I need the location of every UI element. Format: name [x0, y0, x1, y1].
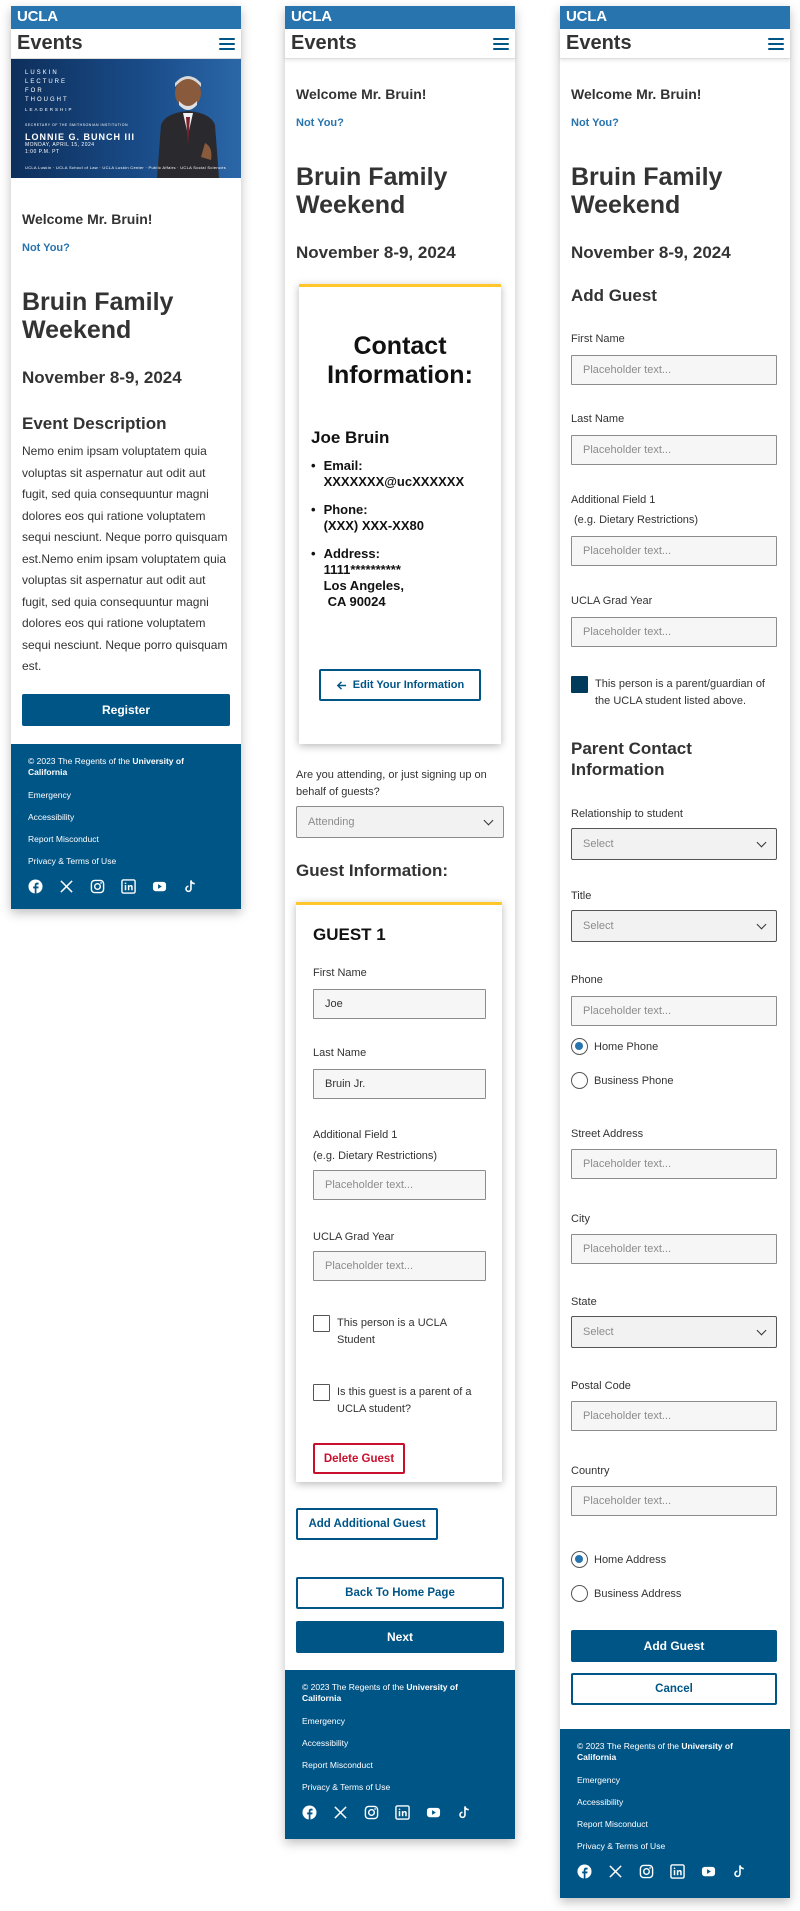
contact-info-heading: Contact Information:	[327, 332, 473, 389]
edit-information-button[interactable]: Edit Your Information	[319, 669, 481, 701]
event-title: Bruin Family Weekend	[296, 163, 448, 219]
title-label: Title	[571, 890, 592, 902]
hero-speaker: LONNIE G. BUNCH III	[25, 132, 136, 142]
relationship-select[interactable]: Select	[571, 828, 777, 860]
events-header	[11, 29, 241, 59]
state-label: State	[571, 1296, 597, 1308]
guest-is-student-row[interactable]: This person is a UCLA Student	[313, 1315, 483, 1349]
phone-label: Phone	[571, 974, 603, 986]
instagram-icon[interactable]	[364, 1805, 379, 1820]
attending-select[interactable]: Attending	[296, 806, 504, 838]
next-button[interactable]: Next	[296, 1621, 504, 1653]
chevron-down-icon	[757, 1325, 767, 1335]
back-to-home-button[interactable]: Back To Home Page	[296, 1577, 504, 1609]
relationship-label: Relationship to student	[571, 808, 683, 820]
guest-last-name-label: Last Name	[313, 1047, 367, 1059]
guest-additional-field-hint: (e.g. Dietary Restrictions)	[313, 1150, 438, 1162]
linkedin-icon[interactable]	[670, 1864, 685, 1879]
youtube-icon[interactable]	[701, 1864, 716, 1879]
chevron-down-icon	[757, 919, 767, 929]
footer-link-privacy[interactable]: Privacy & Terms of Use	[302, 1782, 391, 1792]
events-header	[285, 29, 515, 59]
social-links	[28, 879, 224, 894]
x-twitter-icon[interactable]	[333, 1805, 348, 1820]
not-you-link[interactable]: Not You?	[22, 242, 70, 254]
additional-field-hint: (e.g. Dietary Restrictions)	[574, 514, 699, 526]
footer-link-report-misconduct[interactable]: Report Misconduct	[28, 834, 99, 844]
welcome-message: Welcome Mr. Bruin!	[296, 86, 427, 102]
guest-heading: GUEST 1	[313, 925, 386, 944]
add-guest-button[interactable]: Add Guest	[571, 1630, 777, 1662]
contact-info-card	[299, 284, 501, 744]
add-guest-heading: Add Guest	[571, 286, 657, 305]
phone-screen-add-guest	[560, 6, 790, 1898]
guest-grad-year-input[interactable]: Placeholder text...	[313, 1251, 486, 1281]
linkedin-icon[interactable]	[395, 1805, 410, 1820]
business-address-radio[interactable]	[571, 1585, 588, 1602]
tiktok-icon[interactable]	[457, 1805, 472, 1820]
phone-screen-registration	[285, 6, 515, 1839]
event-hero-banner	[11, 59, 241, 178]
facebook-icon[interactable]	[28, 879, 43, 894]
last-name-input[interactable]: Placeholder text...	[571, 435, 777, 465]
first-name-input[interactable]: Placeholder text...	[571, 355, 777, 385]
contact-phone-item: • Phone: (XXX) XXX-XX80	[311, 502, 424, 533]
hamburger-menu-icon[interactable]	[768, 38, 784, 50]
parent-guardian-checkbox[interactable]	[571, 676, 588, 693]
home-phone-radio[interactable]	[571, 1038, 588, 1055]
guest-is-parent-row[interactable]: Is this guest is a parent of a UCLA student?	[313, 1384, 483, 1418]
guest-info-heading: Guest Information:	[296, 861, 449, 880]
phone-screen-event-detail	[11, 6, 241, 909]
chevron-down-icon	[757, 837, 767, 847]
social-links	[302, 1805, 498, 1820]
footer-copyright: © 2023 The Regents of the University of California	[302, 1682, 458, 1703]
instagram-icon[interactable]	[639, 1864, 654, 1879]
footer-link-privacy[interactable]: Privacy & Terms of Use	[577, 1841, 666, 1851]
chevron-down-icon	[484, 815, 494, 825]
postal-code-label: Postal Code	[571, 1380, 631, 1392]
site-footer	[560, 1729, 790, 1898]
footer-link-report-misconduct[interactable]: Report Misconduct	[577, 1819, 648, 1829]
street-address-input[interactable]: Placeholder text...	[571, 1149, 777, 1179]
attending-question: Are you attending, or just signing up on behalf of guests?	[296, 769, 487, 798]
parent-guardian-row[interactable]: This person is a parent/guardian of the UCLA student listed above.	[571, 676, 781, 710]
arrow-left-icon	[336, 680, 347, 691]
home-phone-option[interactable]: Home Phone	[571, 1038, 658, 1055]
first-name-label: First Name	[571, 333, 625, 345]
business-address-option[interactable]: Business Address	[571, 1585, 681, 1602]
linkedin-icon[interactable]	[121, 879, 136, 894]
contact-email-item: • Email: XXXXXXX@ucXXXXXX	[311, 458, 465, 489]
social-links	[577, 1864, 773, 1879]
last-name-label: Last Name	[571, 413, 625, 425]
welcome-message: Welcome Mr. Bruin!	[571, 86, 702, 102]
guest-is-parent-checkbox[interactable]	[313, 1384, 330, 1401]
event-title: Bruin Family Weekend	[571, 163, 723, 219]
delete-guest-button[interactable]: Delete Guest	[313, 1443, 405, 1474]
title-select[interactable]: Select	[571, 910, 777, 942]
postal-code-input[interactable]: Placeholder text...	[571, 1401, 777, 1431]
guest-card	[296, 902, 502, 1482]
guest-additional-field-label: Additional Field 1	[313, 1129, 398, 1141]
city-input[interactable]: Placeholder text...	[571, 1234, 777, 1264]
guest-is-student-checkbox[interactable]	[313, 1315, 330, 1332]
x-twitter-icon[interactable]	[608, 1864, 623, 1879]
event-title: Bruin Family Weekend	[22, 288, 174, 344]
event-date: November 8-9, 2024	[296, 243, 456, 262]
phone-input[interactable]: Placeholder text...	[571, 996, 777, 1026]
contact-address-item: • Address: 1111********** Los Angeles, CA 90024	[311, 546, 404, 609]
event-description-heading: Event Description	[22, 414, 167, 433]
tiktok-icon[interactable]	[183, 879, 198, 894]
footer-link-emergency[interactable]: Emergency	[577, 1775, 620, 1785]
footer-link-accessibility[interactable]: Accessibility	[28, 812, 75, 822]
x-twitter-icon[interactable]	[59, 879, 74, 894]
welcome-message: Welcome Mr. Bruin!	[22, 211, 153, 227]
hamburger-menu-icon[interactable]	[219, 38, 235, 50]
street-address-label: Street Address	[571, 1128, 644, 1140]
footer-link-emergency[interactable]: Emergency	[302, 1716, 345, 1726]
event-date: November 8-9, 2024	[22, 368, 182, 387]
not-you-link[interactable]: Not You?	[296, 117, 344, 129]
register-button[interactable]: Register	[22, 694, 230, 726]
tiktok-icon[interactable]	[732, 1864, 747, 1879]
additional-field-label: Additional Field 1	[571, 494, 656, 506]
business-phone-option[interactable]: Business Phone	[571, 1072, 674, 1089]
hamburger-menu-icon[interactable]	[493, 38, 509, 50]
footer-link-accessibility[interactable]: Accessibility	[577, 1797, 624, 1807]
grad-year-label: UCLA Grad Year	[571, 595, 653, 607]
ucla-logo[interactable]: UCLA	[11, 6, 241, 29]
footer-link-emergency[interactable]: Emergency	[28, 790, 71, 800]
contact-details-list	[311, 458, 501, 610]
city-label: City	[571, 1213, 590, 1225]
speaker-photo	[153, 65, 223, 178]
not-you-link[interactable]: Not You?	[571, 117, 619, 129]
state-select[interactable]: Select	[571, 1316, 777, 1348]
footer-copyright: © 2023 The Regents of the University of California	[28, 756, 184, 777]
guest-first-name-input[interactable]: Joe	[313, 989, 486, 1019]
ucla-logo[interactable]: UCLA	[285, 6, 515, 29]
guest-last-name-input[interactable]: Bruin Jr.	[313, 1069, 486, 1099]
guest-first-name-label: First Name	[313, 967, 367, 979]
hero-sponsor-logos: UCLA Luskin · UCLA School of Law · UCLA Luskin Center · Public Affairs · UCLA Social Sciences	[25, 165, 227, 170]
event-description: Nemo enim ipsam voluptatem quia voluptas sit aspernatur aut odit aut fugit, sed quia consequuntur magni dolores eos qui ratione voluptatem sequi nesciunt. Neque porro quisquam est.Nemo enim ipsam voluptatem quia voluptas sit aspernatur aut odit aut fugit, sed quia consequuntur magni dolores eos qui ratione voluptatem sequi nesciunt. Neque porro quisquam est.	[22, 444, 228, 673]
additional-field-input[interactable]: Placeholder text...	[571, 536, 777, 566]
footer-link-report-misconduct[interactable]: Report Misconduct	[302, 1760, 373, 1770]
guest-grad-year-label: UCLA Grad Year	[313, 1231, 395, 1243]
add-additional-guest-button[interactable]: Add Additional Guest	[296, 1508, 438, 1540]
parent-contact-heading: Parent Contact Information	[571, 739, 692, 779]
events-header	[560, 29, 790, 59]
hero-series-title: LUSKIN LECTURE FOR THOUGHT LEADERSHIP SECRETARY OF THE SMITHSONIAN INSTITUTION LONNIE G. BUNCH III MONDAY, APRIL 15, 2024 1:00 P.M. PT	[25, 70, 136, 155]
home-address-radio[interactable]	[571, 1551, 588, 1568]
guest-additional-field-input[interactable]: Placeholder text...	[313, 1170, 486, 1200]
home-address-option[interactable]: Home Address	[571, 1551, 666, 1568]
ucla-logo[interactable]: UCLA	[560, 6, 790, 29]
header-title[interactable]: Events	[566, 32, 632, 54]
header-title[interactable]: Events	[291, 32, 357, 54]
site-footer	[285, 1670, 515, 1839]
facebook-icon[interactable]	[302, 1805, 317, 1820]
header-title[interactable]: Events	[17, 32, 83, 54]
contact-name: Joe Bruin	[311, 428, 390, 447]
facebook-icon[interactable]	[577, 1864, 592, 1879]
country-input[interactable]: Placeholder text...	[571, 1486, 777, 1516]
grad-year-input[interactable]: Placeholder text...	[571, 617, 777, 647]
youtube-icon[interactable]	[426, 1805, 441, 1820]
business-phone-radio[interactable]	[571, 1072, 588, 1089]
instagram-icon[interactable]	[90, 879, 105, 894]
footer-link-privacy[interactable]: Privacy & Terms of Use	[28, 856, 117, 866]
country-label: Country	[571, 1465, 610, 1477]
footer-link-accessibility[interactable]: Accessibility	[302, 1738, 349, 1748]
footer-copyright: © 2023 The Regents of the University of California	[577, 1741, 733, 1762]
event-date: November 8-9, 2024	[571, 243, 731, 262]
youtube-icon[interactable]	[152, 879, 167, 894]
site-footer	[11, 744, 241, 909]
cancel-button[interactable]: Cancel	[571, 1673, 777, 1705]
